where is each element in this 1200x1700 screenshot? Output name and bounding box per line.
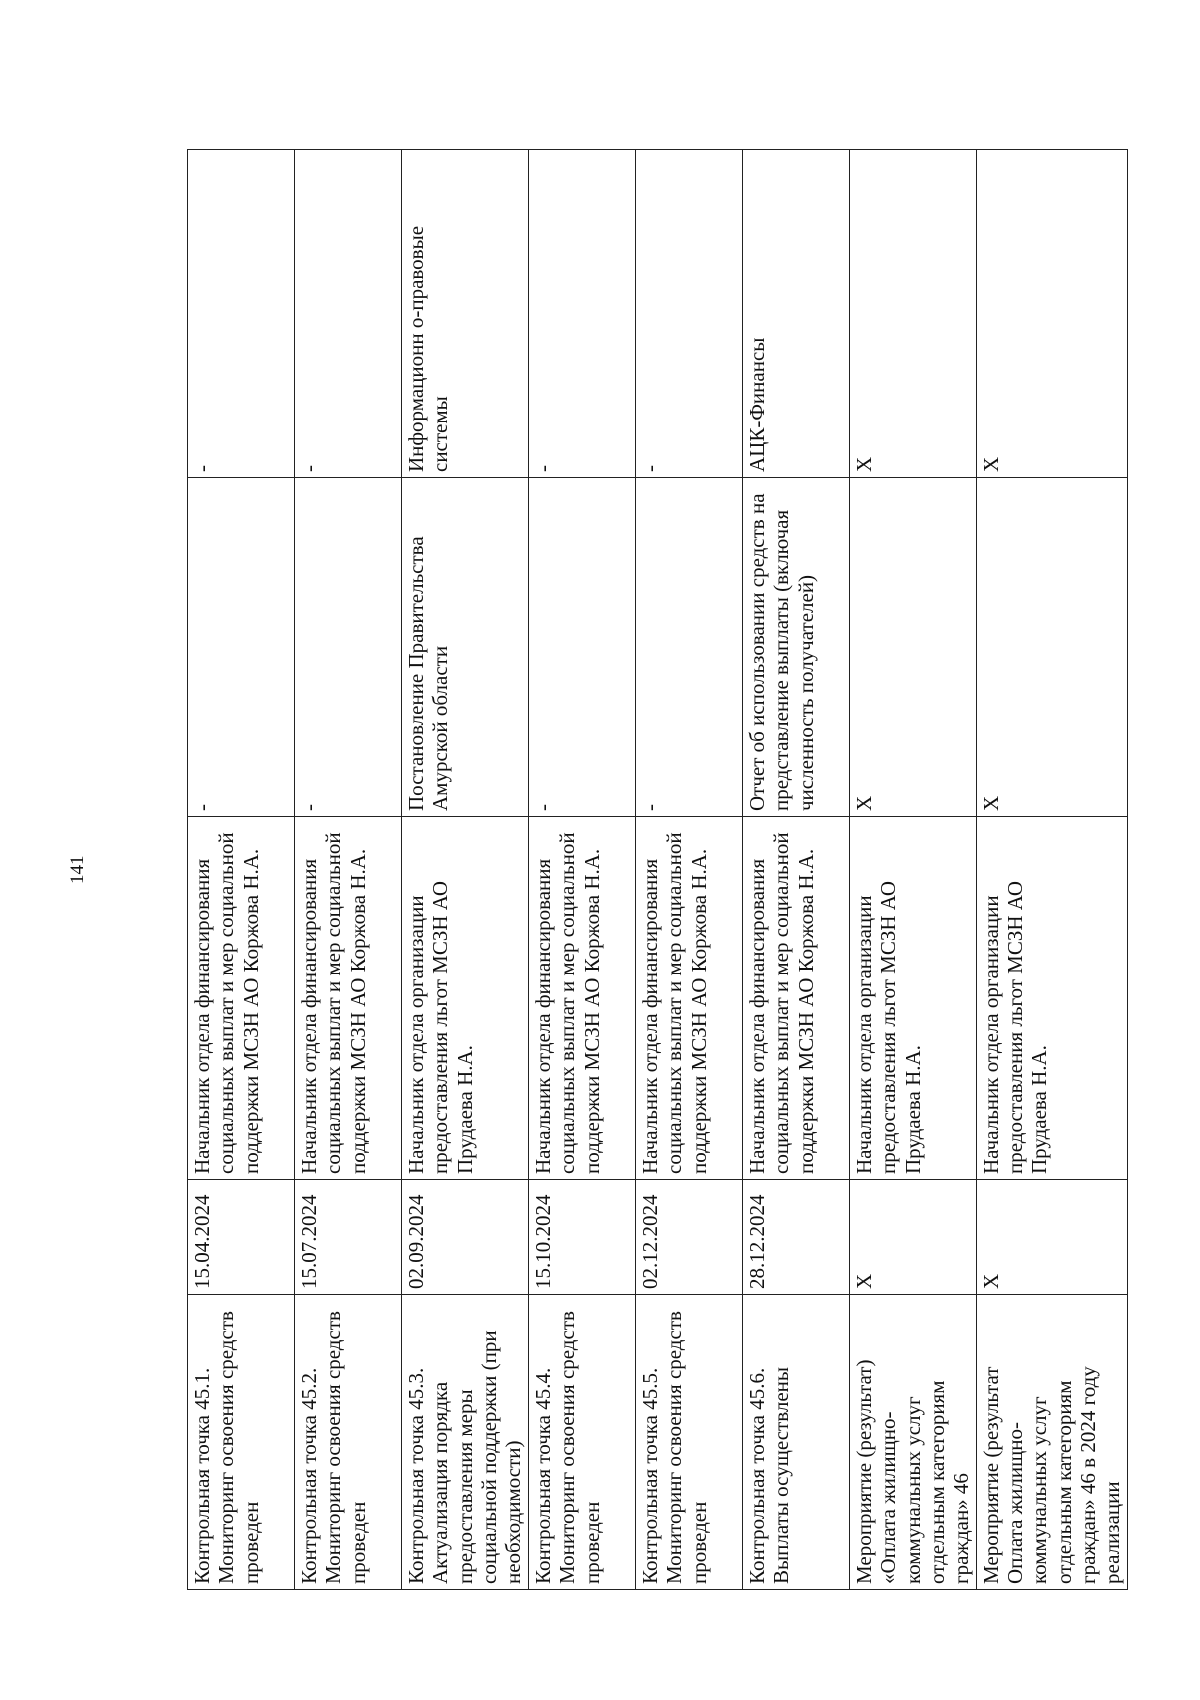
- table-row: [976, 150, 1127, 1590]
- table-row: [742, 150, 849, 1590]
- cell-date: 28.12.2024: [742, 1180, 849, 1295]
- cell-name: Контрольная точка 45.6. Выплаты осуществлены: [742, 1295, 849, 1590]
- cell-responsible: Начальник отдела финансирования социальных выплат и мер социальной поддержки МСЗН АО Коржова Н.А.: [528, 817, 635, 1180]
- cell-system: -: [635, 150, 742, 478]
- cell-document: -: [295, 478, 402, 817]
- cell-responsible: Начальник отдела финансирования социальных выплат и мер социальной поддержки МСЗН АО Коржова Н.А.: [295, 817, 402, 1180]
- cell-responsible: Начальник отдела организации предоставления льгот МСЗН АО Прудаева Н.А.: [402, 817, 529, 1180]
- cell-document: -: [635, 478, 742, 817]
- cell-name: Контрольная точка 45.2. Мониторинг освоения средств проведен: [295, 1295, 402, 1590]
- cell-system: АЦК-Финансы: [742, 150, 849, 478]
- cell-name: Контрольная точка 45.3. Актуализация порядка предоставления меры социальной поддержки (при необходимости): [402, 1295, 529, 1590]
- cell-system: -: [295, 150, 402, 478]
- cell-responsible: Начальник отдела финансирования социальных выплат и мер социальной поддержки МСЗН АО Коржова Н.А.: [742, 817, 849, 1180]
- cell-responsible: Начальник отдела организации предоставления льгот МСЗН АО Прудаева Н.А.: [849, 817, 976, 1180]
- table-row: [849, 150, 976, 1590]
- table-row: [402, 150, 529, 1590]
- cell-name: Контрольная точка 45.5. Мониторинг освоения средств проведен: [635, 1295, 742, 1590]
- cell-responsible: Начальник отдела организации предоставления льгот МСЗН АО Прудаева Н.А.: [976, 817, 1127, 1180]
- cell-date: X: [849, 1180, 976, 1295]
- cell-date: 02.09.2024: [402, 1180, 529, 1295]
- cell-document: -: [528, 478, 635, 817]
- cell-date: 15.10.2024: [528, 1180, 635, 1295]
- cell-name: Контрольная точка 45.1. Мониторинг освоения средств проведен: [188, 1295, 295, 1590]
- cell-system: Информационн о-правовые системы: [402, 150, 529, 478]
- cell-date: 02.12.2024: [635, 1180, 742, 1295]
- table-row: [295, 150, 402, 1590]
- table-row: [528, 150, 635, 1590]
- rotated-table-container: [187, 150, 1125, 1590]
- page-number: 141: [67, 855, 88, 884]
- cell-document: Отчет об использовании средств на представление выплаты (включая численность получателей): [742, 478, 849, 817]
- cell-name: Контрольная точка 45.4. Мониторинг освоения средств проведен: [528, 1295, 635, 1590]
- cell-system: -: [188, 150, 295, 478]
- cell-name: Мероприятие (результат) «Оплата жилищно-коммунальных услуг отдельным категориям граждан» 46: [849, 1295, 976, 1590]
- cell-date: 15.07.2024: [295, 1180, 402, 1295]
- cell-document: X: [976, 478, 1127, 817]
- control-points-table: [187, 149, 1128, 1590]
- table-row: [188, 150, 295, 1590]
- table-row: [635, 150, 742, 1590]
- cell-system: X: [849, 150, 976, 478]
- cell-name: Мероприятие (результат Оплата жилищно-коммунальных услуг отдельным категориям граждан» 46 в 2024 году реализации: [976, 1295, 1127, 1590]
- cell-document: X: [849, 478, 976, 817]
- cell-date: X: [976, 1180, 1127, 1295]
- cell-system: -: [528, 150, 635, 478]
- cell-responsible: Начальник отдела финансирования социальных выплат и мер социальной поддержки МСЗН АО Коржова Н.А.: [188, 817, 295, 1180]
- cell-system: X: [976, 150, 1127, 478]
- cell-document: Постановление Правительства Амурской области: [402, 478, 529, 817]
- cell-date: 15.04.2024: [188, 1180, 295, 1295]
- cell-responsible: Начальник отдела финансирования социальных выплат и мер социальной поддержки МСЗН АО Коржова Н.А.: [635, 817, 742, 1180]
- cell-document: -: [188, 478, 295, 817]
